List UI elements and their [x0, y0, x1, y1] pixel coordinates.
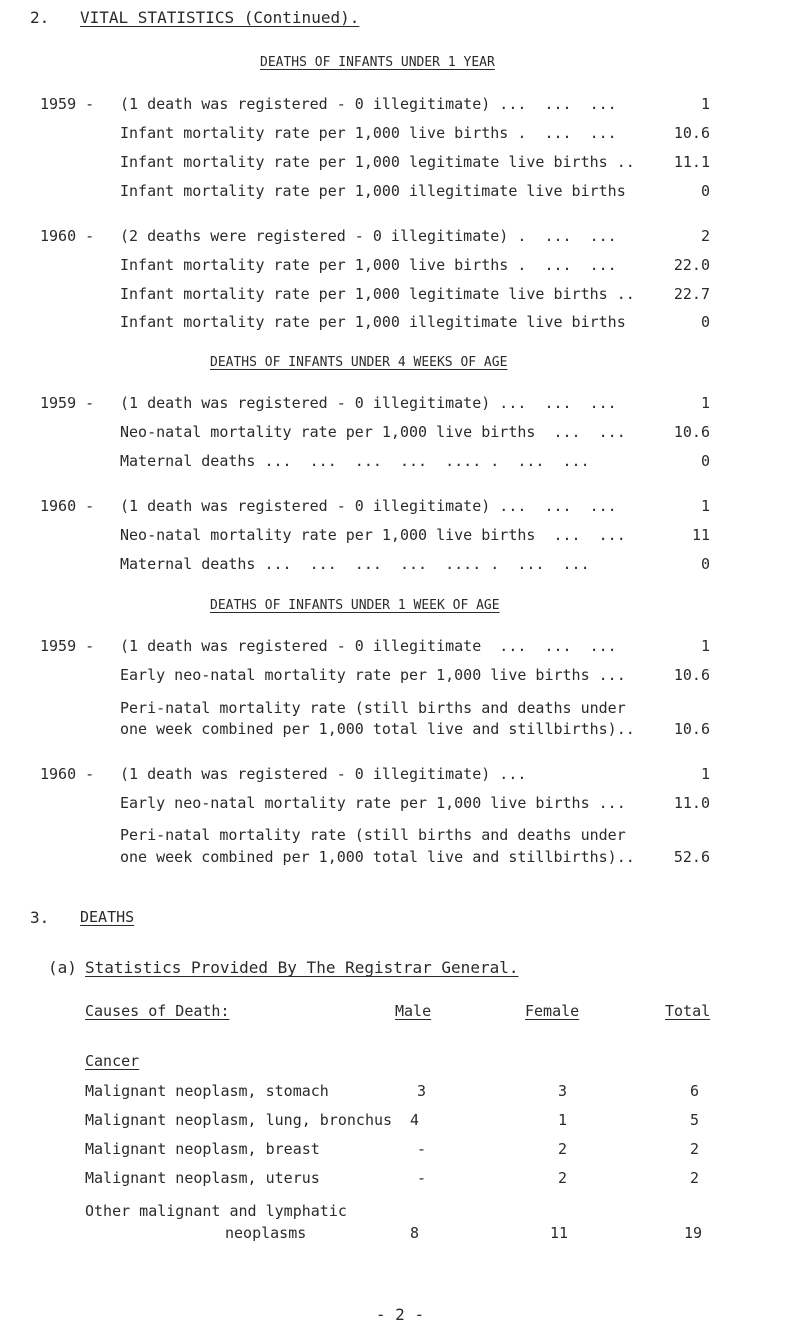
section-3-title: DEATHS [80, 908, 135, 926]
header-male: Male [395, 1002, 432, 1020]
stat-label: (1 death was registered - 0 illegitimate ... ... ... [120, 637, 617, 655]
stat-label: Early neo-natal mortality rate per 1,000 live births ... [120, 666, 626, 684]
stat-value: 52.6 [673, 848, 710, 866]
stat-label: Peri-natal mortality rate (still births and deaths under [120, 699, 626, 717]
stat-label: Neo-natal mortality rate per 1,000 live births ... ... [120, 526, 626, 544]
male-value: - [417, 1169, 427, 1187]
stat-value: 1 [700, 637, 710, 655]
year-1960: 1960 - [40, 765, 95, 783]
cause-label: Malignant neoplasm, uterus [85, 1169, 320, 1187]
stat-label: Infant mortality rate per 1,000 illegitimate live births [120, 313, 626, 331]
stat-value: 0 [700, 182, 710, 200]
page-number: - 2 - [375, 1305, 425, 1324]
header-cause: Causes of Death: [85, 1002, 230, 1020]
section-2-title: VITAL STATISTICS (Continued). [80, 8, 360, 27]
stat-value: 0 [700, 452, 710, 470]
sub-a-title: Statistics Provided By The Registrar General. [85, 958, 519, 977]
female-value: 1 [558, 1111, 568, 1129]
heading-infants-under-1-year: DEATHS OF INFANTS UNDER 1 YEAR [260, 55, 495, 70]
stat-label: Neo-natal mortality rate per 1,000 live births ... ... [120, 423, 626, 441]
stat-value: 10.6 [673, 666, 710, 684]
stat-value: 10.6 [673, 720, 710, 738]
stat-value: 1 [700, 95, 710, 113]
cause-label: Other malignant and lymphatic [85, 1202, 347, 1220]
stat-value: 1 [700, 497, 710, 515]
year-1959: 1959 - [40, 394, 95, 412]
male-value: 8 [410, 1224, 420, 1242]
stat-label-continued: one week combined per 1,000 total live and stillbirths).. [120, 848, 635, 866]
year-1960: 1960 - [40, 497, 95, 515]
stat-value: 11 [691, 526, 710, 544]
stat-value: 10.6 [673, 423, 710, 441]
heading-infants-under-1-week: DEATHS OF INFANTS UNDER 1 WEEK OF AGE [210, 598, 500, 613]
female-value: 2 [558, 1140, 568, 1158]
group-cancer: Cancer [85, 1052, 140, 1070]
cause-label-continued: neoplasms [225, 1224, 307, 1242]
year-1960: 1960 - [40, 227, 95, 245]
sub-a-label: (a) [48, 958, 77, 977]
stat-value: 11.0 [673, 794, 710, 812]
total-value: 19 [684, 1224, 703, 1242]
stat-value: 10.6 [673, 124, 710, 142]
year-1959: 1959 - [40, 95, 95, 113]
female-value: 2 [558, 1169, 568, 1187]
cause-label: Malignant neoplasm, breast [85, 1140, 320, 1158]
stat-label: Infant mortality rate per 1,000 live births . ... ... [120, 256, 617, 274]
total-value: 2 [690, 1140, 700, 1158]
male-value: 3 [417, 1082, 427, 1100]
stat-value: 0 [700, 555, 710, 573]
stat-value: 22.0 [673, 256, 710, 274]
stat-value: 11.1 [673, 153, 710, 171]
year-1959: 1959 - [40, 637, 95, 655]
stat-label: Peri-natal mortality rate (still births and deaths under [120, 826, 626, 844]
heading-infants-under-4-weeks: DEATHS OF INFANTS UNDER 4 WEEKS OF AGE [210, 355, 508, 370]
stat-label: Early neo-natal mortality rate per 1,000 live births ... [120, 794, 626, 812]
header-total: Total [665, 1002, 711, 1020]
stat-value: 22.7 [673, 285, 710, 303]
section-2-number: 2. [30, 8, 50, 27]
cause-label: Malignant neoplasm, lung, bronchus [85, 1111, 393, 1129]
stat-label: Maternal deaths ... ... ... ... .... . ... ... [120, 452, 590, 470]
stat-value: 1 [700, 765, 710, 783]
stat-label: Maternal deaths ... ... ... ... .... . ... ... [120, 555, 590, 573]
female-value: 11 [550, 1224, 569, 1242]
stat-label: (1 death was registered - 0 illegitimate) ... [120, 765, 527, 783]
female-value: 3 [558, 1082, 568, 1100]
cause-label: Malignant neoplasm, stomach [85, 1082, 329, 1100]
total-value: 2 [690, 1169, 700, 1187]
stat-label: (1 death was registered - 0 illegitimate) ... ... ... [120, 394, 617, 412]
male-value: 4 [410, 1111, 420, 1129]
stat-label: (1 death was registered - 0 illegitimate) ... ... ... [120, 95, 617, 113]
section-3-number: 3. [30, 908, 50, 927]
stat-label: Infant mortality rate per 1,000 illegitimate live births [120, 182, 626, 200]
header-female: Female [525, 1002, 580, 1020]
stat-label: (1 death was registered - 0 illegitimate) ... ... ... [120, 497, 617, 515]
stat-label-continued: one week combined per 1,000 total live and stillbirths).. [120, 720, 635, 738]
total-value: 5 [690, 1111, 700, 1129]
stat-value: 1 [700, 394, 710, 412]
stat-label: (2 deaths were registered - 0 illegitimate) . ... ... [120, 227, 617, 245]
stat-value: 2 [700, 227, 710, 245]
stat-label: Infant mortality rate per 1,000 legitimate live births .. [120, 285, 635, 303]
stat-value: 0 [700, 313, 710, 331]
total-value: 6 [690, 1082, 700, 1100]
male-value: - [417, 1140, 427, 1158]
stat-label: Infant mortality rate per 1,000 live births . ... ... [120, 124, 617, 142]
stat-label: Infant mortality rate per 1,000 legitimate live births .. [120, 153, 635, 171]
